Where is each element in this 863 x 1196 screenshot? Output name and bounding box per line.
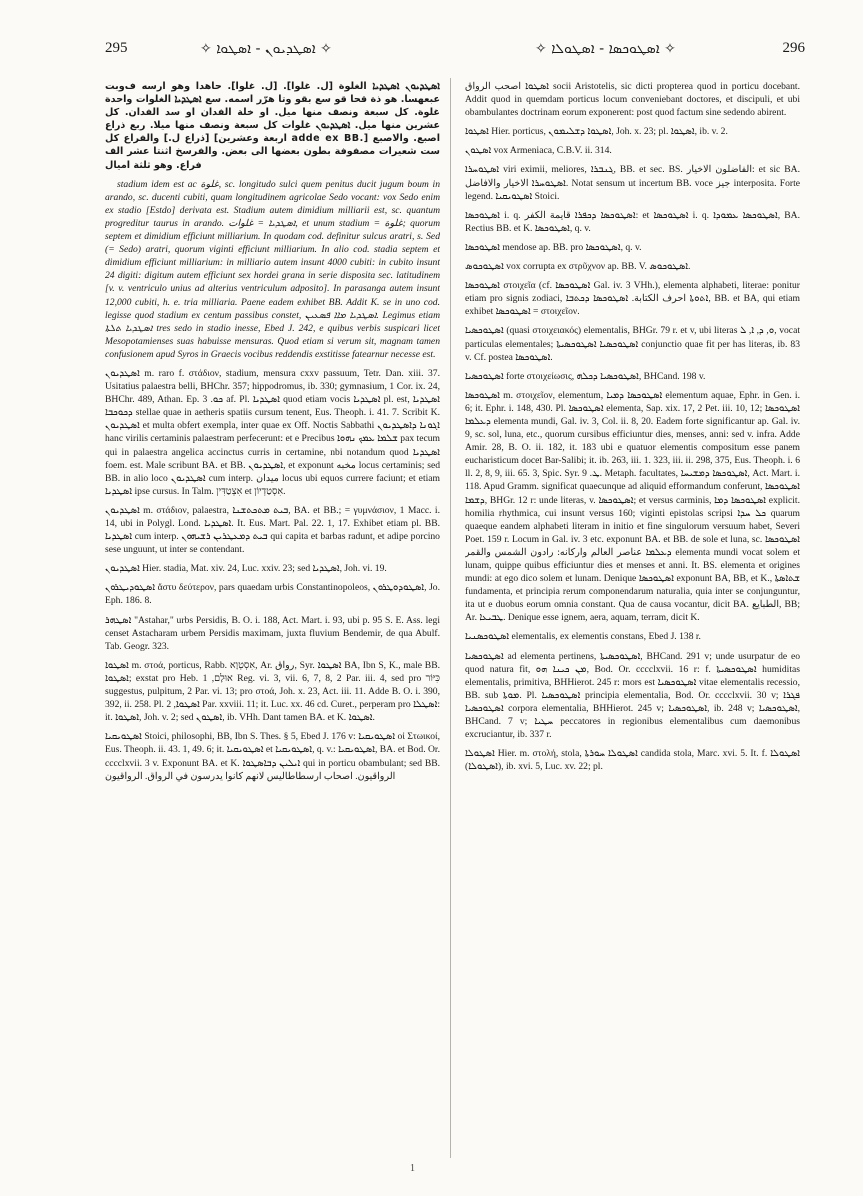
entry-paragraph: ܐܣܛܗܪ "Astahar," urbs Persidis, B. O. i. 188, Act. Mart. i. 93, ubi p. 95 S. E. Ass. legi censet Astacharam urbem Persidis maximam, juxta fluvium Bendemir, de qua Abulf. Tab. Geogr. 323. bbox=[105, 614, 440, 652]
entry-paragraph: ܐܣܛܘܕܝܛܪܘܢ ἄστυ δεύτερον, pars quaedam urbis Constantinopoleos, ܐܣܛܘܕܘܛܪܘܢ, Jo. Eph. 186. 8. bbox=[105, 582, 440, 607]
entry-paragraph: ܐܣܛܘܐ اصحب الرواق socii Aristotelis, sic dicti propterea quod in porticu docebant. Addit quod in quemdam porticus locum conveniebant doctores, et discipuli, et ubi obambulantes doctrinam eorum exponerent: post quod factum sine sedendo abirent. bbox=[465, 81, 800, 119]
entry-paragraph: ܐܣܛܘܟܣܝܐ forte στοιχείωσις, ܐܣܛܘܟܣܝܐ ܕܟܠܗ, BHCand. 198 v. bbox=[465, 370, 706, 382]
right-running-head: ✧ ܐܣܛܘܟܣܐ - ܐܣܛܘܠܐ ✧ bbox=[535, 41, 676, 57]
column-divider bbox=[450, 78, 451, 1158]
entry-paragraph: ܐܣܛܘܟܣܝܐ (quasi στοιχειακός) elementalis, BHGr. 79 r. et v, ubi literas ܘ, ܕ, ܐ, ܠ, vocat particulas elementales; ܐܣܛܘܟܣܝܐ ܐܣܛܘܟܣܝܬܐ conjunctio quae fit per has literas, ib. 83 v. Cf. postea ܐܣܛܘܟܣܐ. bbox=[465, 325, 800, 363]
entry-paragraph: ܐܣܛܘܟܣܢܝܐ elementalis, ex elementis constans, Ebed J. 138 r. bbox=[465, 631, 701, 643]
right-column bbox=[465, 80, 800, 1160]
right-page-number: 296 bbox=[782, 40, 805, 56]
entry-paragraph: ܐܣܛܕܝܘܢ Hier. stadia, Mat. xiv. 24, Luc. xxiv. 23; sed ܐܣܛܕܝܐ, Joh. vi. 19. bbox=[105, 563, 387, 575]
entry-paragraph: ܐܣܛܕܝܘܢ m. raro f. στάδιον, stadium, mensura cxxv passuum, Tetr. Dan. xiii. 37. Usitatius palaestra belli, BHChr. 357; hippodromus, ib. 330; gymnasium, 1 Cor. ix. 24, BHChr. 489, Athan. Ep. ܟܘ. 3 af. Pl. ܐܣܛܕܝܐ quod etiam vocis ܐܣܛܕܝܐ pl. est, ܐܣܛܕܝܐ ܕܟܘܟܒܐ stellae quae in aetheris spatiis cursum tenent, Eus. Theoph. i. 41. 7. Scribit K. ܐܣܛܕܝܘܢ et multa obfert exempla, inter quae ex Off. Noctis Sabbathi ܐܓܘܢܐ ܕܐܣܛܕܝܘܢ hanc virilis certaminis palaestram perfecerunt: et e Precibus ܫܠܡܐ ܥܡܟ ܢܗܘܐ pax tecum qui in palaestra angelica accinctus curris in certamine, nbi notandum quod ܐܣܛܕܝܐ foem. est. Male scribunt BA. et BB. ܐܣܛܕܝܘܢ, et exponunt مخبه locus certaminis; sed BB. in alio loco ܐܣܛܕܝܘܢ cum interp. ميدان locus ubi equos currere faciunt; et etiam ܐܣܛܕܝܐ ipse cursus. In Talm. אִצְטַדִּין et אִסְטַדְיוֹן. bbox=[105, 367, 440, 497]
entry-paragraph: ܐܣܛܘܠܐ Hier. m. στολή, stola, ܐܣܛܘܠܐ ܚܘܪܬܐ candida stola, Marc. xvi. 5. It. f. ܐܣܛܘܠܐ (ܐܣܛܘܠܐ), ib. xvi. 5, Luc. xv. 22; pl. bbox=[465, 748, 800, 773]
entry-paragraph: ܐܣܛܘܟܣܐ i. q. ܐܣܛܘܟܣܐ ܕܟܦܪܐ قايمة الكفر: et ܐܣܛܘܟܣܐ i. q. ܐܣܛܘܟܣܐ ܥܡܘܕܐ, BA. Rectius BB. et K. ܐܣܛܘܟܣܐ, q. v. bbox=[465, 209, 800, 234]
left-column bbox=[105, 80, 440, 1160]
page-header bbox=[105, 40, 805, 62]
entry-paragraph: ܐܣܛܕܝܘܢ m. στάδιον, palaestra, ܒܝܬ ܡܬܟܬܫܢܐ, BA. et BB.; = γυμνάσιον, 1 Macc. i. 14, ubi in Polygl. Lond. ܐܣܛܕܝܐ. It. Eus. Mart. Pal. 22. 1, 17. Exhibet etiam pl. BB. ܐܣܛܕܝܐ cum interp. ܒܝܬ ܕܡܥܛܪܝܢ ܪܫܝܗܘܢ qui capita et barbas radunt, et adipe porcino sese unguunt, ut inter se contendant. bbox=[105, 504, 440, 556]
entry-paragraph: ܐܣܛܘܟܣܐ m. στοιχεῖον, elementum, ܐܣܛܘܟܣܐ ܕܡܝܐ elementum aquae, Ephr. in Gen. i. 6; it. Ephr. i. 148, 430. Pl. ܐܣܛܘܟܣܐ elementa, Sap. xix. 17, 2 Pet. iii. 10, 12; ܐܣܛܘܟܣܐ ܕܥܠܡܐ elementa mundi, Gal. iv. 3, Col. ii. 8, 20. Eadem forte significantur ap. Gal. iv. 9, sc. sol, luna, etc., quorum cursibus efficiuntur dies, menses, anni: sed v. infra. Adde Amir. 28, B. O. ii. 182, it. 183 ubi e quatuor elementis compositum esse panem eucharisticum docet Bar-Salibi; it. ib. 263, iii. 1. 323, iii. ii. 298, 375, Eus. Theoph. i. 6 ll. 2, 8, 9, iii. 65. 3, Spic. Syr. ܛ. 9. Metaph. facultates, ܐܣܛܘܟܣܐ ܕܡܫܝܚܐ, Act. Mart. i. 118. Apud Gramm. significat quaecunque ad aliquid efformandum conferunt, ܐܣܛܘܟܣܐ ܕܫܡܐ, BHGr. 12 r: unde literas, v. ܐܣܛܘܟܣܐ; et versus carminis, ܐܣܛܘܟܣܐ ܕܡܐ explicit. homilia rhythmica, cui insunt versus 160; viginti epistolas scripsi ܟܠ ܚܕܐ quarum quaeque eandem alphabeti literam in initio et fine singulorum versuum habet, Severi Poet. 159 r. Locum in Gal. iv. 3 etc. exponunt BA. et BB. de sole et luna, sc. ܐܣܛܘܟܣܐ ܕܥܠܡܐ عناصر العالم واركانه: رادون الشمس والقمر elementa mundi vocat solem et lunam, quippe quibus efficiuntur dies et menses et anni. It. BS. elementa et origines mundi: at ego dico solem et lunam. Denique ܐܣܛܘܟܣܐ exponunt BA, BB, et K., ܫܬܐܣܬܐ fundamenta, et principia rerum componendarum naturalia, quia inter se conjunguntur, ita ut e duobus eorum omnia constant. Qua de causa vocantur, dicit BA. الطبايع, BB; Ar. ܛܒܝܥܐ. Denique esse ignem, aera, aquam, terram, dicit K. bbox=[465, 389, 800, 624]
entry-paragraph: ܐܣܛܘܟܣܝܐ ad elementa pertinens, ܐܣܛܘܟܣܝܬܐ, BHCand. 291 v; unde usurpatur de eo quod natura fit, ܡܢ ܟܝܢܐ ܗܘ, Bod. Or. cccclxvii. 16 r: f. ܐܣܛܘܟܣܝܬܐ humiditas elementalis, primitiva, BHHierot. 245 r: mors est ܐܣܛܘܟܣܝܐ vitae elementalis recessio, BB. sub ܡܘܬܐ. Pl. ܐܣܛܘܟܣܝܐ principia elementalia, Bod. Or. cccclxvii. 30 v; ܦܓܪܐ ܐܣܛܘܟܣܝܐ corpora elementalia, BHHierot. 245 v; ܐܣܛܘܟܣܝܐ, ib. 248 v; ܐܣܛܘܟܣܝܐ, BHCand. 7 v; ܚܛܝܐ peccatores in regionibus elementalibus cum daemonibus excruciantur, ib. 337 r. bbox=[465, 650, 800, 741]
entry-paragraph: ܐܣܛܘܐ m. στοά, porticus, Rabb. אִסְטְוָא, Ar. رواق, Syr. ܐܣܛܘܐ BA, Ibn S, K., male BB. ܐܣܛܘܐ; exstat pro Heb. אוּלָם, 1 Reg. vi. 3, vii. 6, 7, 8, 2 Par. iii. 4, sed pro כִּיּוֹר suggestus, pulpitum, 2 Par. vi. 13; pro στοά, Joh. x. 23, Act. iii. 11. Adde B. O. i. 390, 392, ii. 258. Pl. ܐܣܛܘܐ, 2 Par. xxviii. 11; it. Luc. xx. 46 cd. Curet., perperam pro ܐܣܛܠܐ: it. ܐܣܛܘܐ, Joh. v. 2; sed ܐܣܛܘܢ, ib. VHh. Dant tamen BA. et K. ܐܣܛܘܐ. bbox=[105, 659, 440, 724]
entry-paragraph: stadium idem est ac غلوة, sc. longitudo sulci quem penitus ducit jugum boum in arando, sc. ducenti cubiti, quam longitudinem agricolae Sedo vocant: vox Sedo enim ex stadio [Estdo] derivata est. Stadium autem dimidium milliarii est, sc. quantum progreditur taurus in arando. ܐܣܛܕܝܐ = غلوات, et unum stadium = غلوة; quorum septem et dimidium efficiunt milliarium. In quodam cod. definitur sulcus aratri, s. Sed (= Sedo) aratri, quorum viginti efficiunt milliarium. In alio cod. stadia septem et dimidium efficiunt milliarium: in milliario autem insunt 4000 cubiti: in cubito insunt 24 digiti: digitum autem efficiunt sex hordei grana in serie disposita sec. latitudinem [v. v. ventriculo unius ad alterius ventriculum adposito]. In parasanga autem insunt 12,000 cubiti, h. e. tria milliaria. Paene eadem exhibet BB. Addit K. se in uno cod. legisse quod stadium ex centum passibus constet, ܐܣܛܕܝܐ ܡܐܐ ܦܣܥܝܢ. Legimus etiam ܐܣܛܕܝܐ ܬܠܬܐ tres sedo in stadio inesse, Ebed J. 242, e quibus verbis suspicari licet Mesopotamienses suas habuisse mensuras. Quod etiam si verum sit, magnam tamen confusionem apud Syros in Graecis vocibus reddendis exstitisse fatearnur necesse est. bbox=[105, 178, 440, 360]
entry-paragraph: ܐܣܛܘܢ vox Armeniaca, C.B.V. ii. 314. bbox=[465, 145, 612, 157]
entry-paragraph: ܐܣܛܕܝܘܢ ܐܣܛܕܝܐ الغلوة [ل. غلوا]. [ل. غلوا]. حاهدا وهو ارسه ف‌وبت عبعهسا. هو ذ‌ة قحا قو سع بقو وتا هرّر اسمه. سع ܐܣܛܕܝܐ الغلوات واحدة غلوة. كل سبعة ونصف منها ميل. او خلة الفدان او سد الفدان. كل عشرين منها ميل. ܐܣܛܕܝܘܢ غلوات كل سبعة ونصف منها ميلا. ربع ذراع [ذراع ل.] والفراع كل [اربعة وعشرين adde ex BB.] اصبع. والاصبع ست شعيرات مصفوفة بطون بعضها الى بعض. والفرسخ اثنتا عشر الف فراع. وهو ثلثة اميال bbox=[105, 81, 440, 171]
entry-paragraph: ܐܣܛܘܝܩܝܐ Stoici, philosophi, BB, Ibn S. Thes. § 5, Ebed J. 176 v: ܐܣܛܘܝܩܝܐ οἱ Στωικοί, Eus. Theoph. ii. 43. 1, 49. 6; it. ܐܣܛܘܝܩܝܐ et ܐܣܛܘܝܩܝܐ, q. v.: ܐܣܛܘܝܩܝܐ, BA. et Bod. Or. cccclxvii. 3 v. Exponunt BA. et K. ܐܝܠܝܢ ܕܒܐܣܛܘܐ qui in porticu obambulant; sed BB. الرواقيون. اصحاب ارسطاطاليس لانهم كانوا يدرسون في الرواق. الرواقيون bbox=[105, 731, 440, 782]
left-running-head: ✧ ܐܣܛܕܝܘܢ - ܐܣܛܘܐ ✧ bbox=[200, 41, 332, 57]
entry-paragraph: ܐܣܛܘܟܣܐ mendose ap. BB. pro ܐܣܛܘܟܣܐ, q. v. bbox=[465, 241, 642, 253]
left-page-number: 295 bbox=[105, 40, 128, 56]
entry-paragraph: ܐܣܛܘܟܣܐ στοιχεῖα (cf. ܐܣܛܘܟܣܐ Gal. iv. 3 VHh.), elementa alphabeti, literae: ponitur etiam pro signis zodiaci, ܐܬܘܬܐ احرف الكتابة. ܐܣܛܘܟܣܐ ܕܟܬܒܐ, BB. et BA, qui etiam exhibet ܐܣܛܘܟܣܐ = στοιχεῖον. bbox=[465, 280, 800, 318]
entry-paragraph: ܐܣܛܘܚܪܐ viri eximii, meliores, ܓܢܒܪܐ, BB. et sec. BS. الفاضلون الاخيار: et sic BA. ܐܣܛܘܚܪܐ الاخيار والافاضل. Notat sensum ut incertum BB. voce جيز interposita. Forte legend. ܐܣܛܘܝܩܝܐ Stoici. bbox=[465, 164, 800, 202]
signature-mark: 1 bbox=[410, 1163, 415, 1174]
entry-paragraph: ܐܣܛܘܟܘܣ vox corrupta ex στρῦχνον ap. BB. V. ܐܣܛܘܟܘܣ. bbox=[465, 261, 691, 273]
entry-paragraph: ܐܣܛܘܐ Hier. porticus, ܐܣܛܘܐ ܕܫܠܝܡܘܢ, Joh. x. 23; pl. ܐܣܛܘܐ, ib. v. 2. bbox=[465, 126, 728, 138]
